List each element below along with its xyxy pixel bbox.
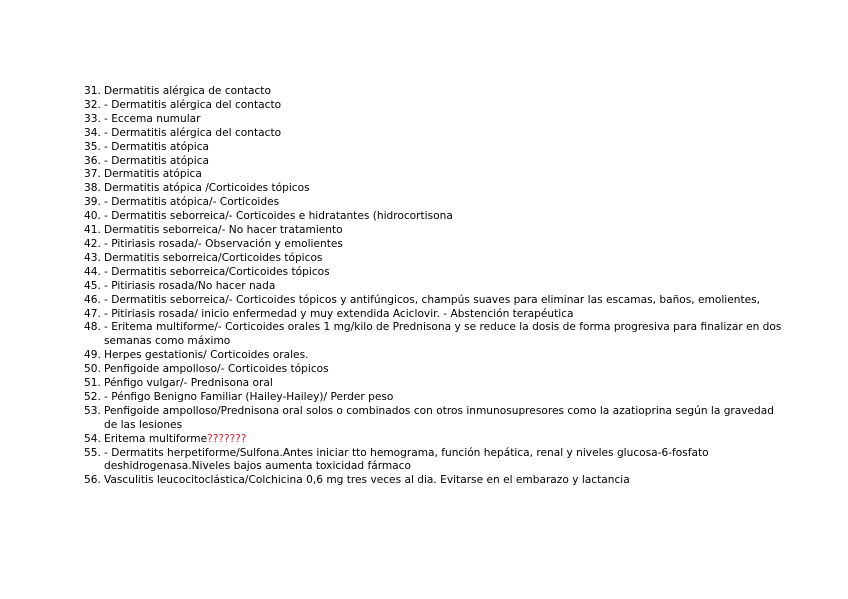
list-item [84,210,784,224]
list-item [84,349,784,363]
item-text: Dermatitis alérgica de contacto [104,85,271,97]
list-item [84,321,784,349]
item-text: - Dermatitis alérgica del contacto [104,98,282,111]
item-number: 39. [84,196,101,209]
item-number: 34. [84,126,101,139]
list-item [84,99,784,113]
item-text: - Eccema numular [104,112,201,125]
item-number: 45. [84,279,101,292]
item-number: 49. [84,349,101,362]
list-item [84,141,784,155]
item-text: Vasculitis leucocitoclástica/Colchicina 0,6 mg tres veces al dia. Evitarse en el embarazo y lactancia [104,474,630,487]
list-item [84,155,784,169]
item-number: 43. [84,251,101,264]
list-item [84,363,784,377]
list-item [84,238,784,252]
list-item [84,405,784,433]
item-text: - Eritema multiforme/- Corticoides orales 1 mg/kilo de Prednisona y se reduce la dosis de forma progresiva para finalizar en dos semanas como máximo [104,321,782,348]
item-number: 56. [84,474,101,487]
item-number: 38. [84,182,101,195]
item-text: Pénfigo vulgar/- Prednisona oral [104,377,273,390]
answer-list [84,85,784,488]
list-item [84,182,784,196]
list-item [84,447,784,475]
list-item [84,113,784,127]
list-item [84,252,784,266]
item-text [104,433,784,447]
item-number: 53. [84,404,101,417]
item-text: - Pitiriasis rosada/No hacer nada [104,279,276,292]
item-text: - Dermatitis atópica [104,154,210,167]
item-number: 51. [84,377,101,390]
item-number: 36. [84,154,101,167]
list-item [84,280,784,294]
list-item [84,377,784,391]
item-text: Dermatitis seborreica/- No hacer tratamiento [104,224,343,237]
list-item [84,224,784,238]
item-number: 50. [84,363,101,376]
item-number: 46. [84,293,101,306]
item-text: - Pitiriasis rosada/- Observación y emolientes [104,237,343,250]
item-number: 33. [84,112,101,125]
item-text: - Dermatitis seborreica/- Corticoides tópicos y antifúngicos, champús suaves para eliminar las escamas, baños, emolientes, [104,293,761,306]
item-number: 47. [84,307,101,320]
item-text: Herpes gestationis/ Corticoides orales. [104,349,309,362]
item-text: Penfigoide ampolloso/Prednisona oral solos o combinados con otros inmunosupresores como la azatioprina según la gravedad de las lesiones [104,404,775,431]
item-text: - Pitiriasis rosada/ inicio enfermedad y muy extendida Aciclovir. - Abstención terapéutica [104,307,574,320]
item-text-main: Eritema multiforme [104,432,208,445]
item-text: - Dermatitis atópica/- Corticoides [104,196,280,209]
list-item [84,196,784,210]
item-number: 40. [84,210,101,223]
item-number: 41. [84,224,101,237]
item-text: - Dermatitis seborreica/- Corticoides e hidratantes (hidrocortisona [104,210,453,223]
item-text: Penfigoide ampolloso/- Corticoides tópicos [104,363,329,376]
list-item [84,85,784,99]
item-text: - Dermatitis seborreica/Corticoides tópicos [104,265,330,278]
list-item [84,308,784,322]
item-number: 52. [84,390,101,403]
list-item [84,168,784,182]
item-number: 54. [84,432,101,445]
item-text: - Dermatits herpetiforme/Sulfona.Antes iniciar tto hemograma, función hepática, renal y niveles glucosa-6-fosfato deshidrogenasa.Niveles bajos aumenta toxicidad fármaco [104,446,709,473]
item-number: 55. [84,446,101,459]
list-item [84,474,784,488]
list-item [84,294,784,308]
item-text: - Dermatitis alérgica del contacto [104,126,282,139]
item-number: 42. [84,237,101,250]
item-number: 35. [84,140,101,153]
list-item [84,391,784,405]
unknown-answer-marker: ??????? [207,432,247,445]
item-text: Dermatitis atópica /Corticoides tópicos [104,182,310,195]
item-text: - Dermatitis atópica [104,140,210,153]
item-text: Dermatitis seborreica/Corticoides tópicos [104,251,323,264]
item-number: 48. [84,321,101,334]
list-item [84,433,784,447]
item-number: 44. [84,265,101,278]
item-text: - Pénfigo Benigno Familiar (Hailey-Hailey)/ Perder peso [104,390,394,403]
item-number: 31. [84,85,101,97]
item-number: 37. [84,168,101,181]
item-text: Dermatitis atópica [104,168,202,181]
list-item [84,127,784,141]
item-number: 32. [84,98,101,111]
list-item [84,266,784,280]
